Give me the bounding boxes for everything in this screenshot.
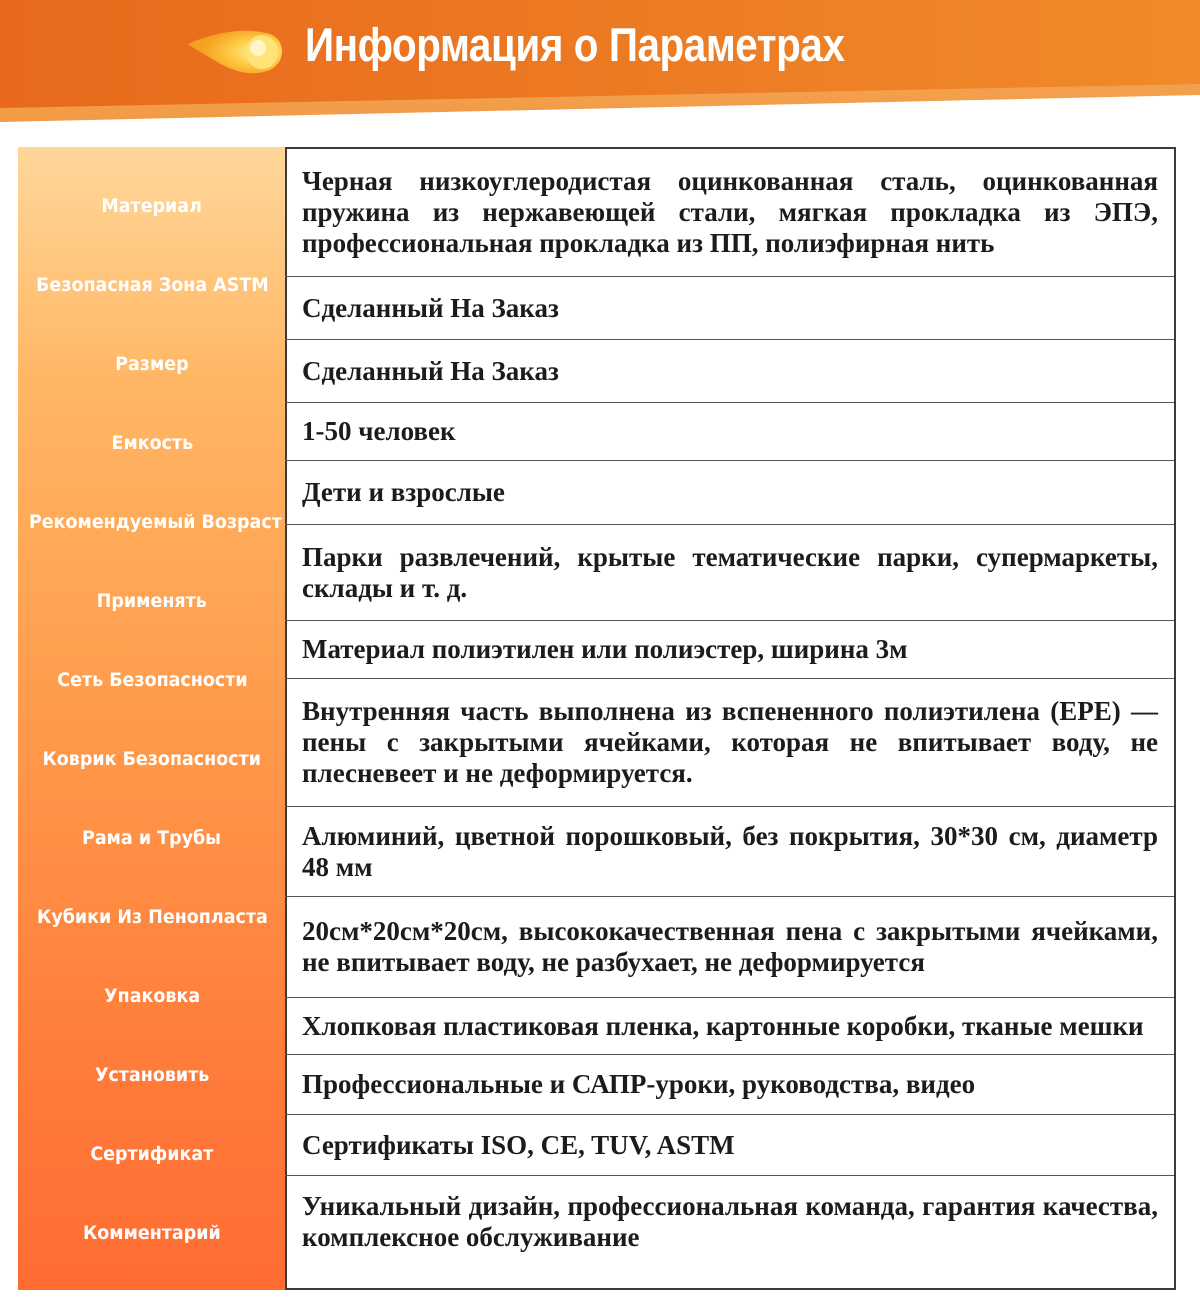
value-comment: Уникальный дизайн, профессиональная команда, гарантия качества, комплексное обслуживание	[302, 1191, 1158, 1252]
value-material: Черная низкоуглеродистая оцинкованная сталь, оцинкованная пружина из нержавеющей стали, мягкая прокладка из ЭПЭ, профессиональная прокладка из ПП, полиэфирная нить	[302, 166, 1158, 258]
value-row	[285, 403, 1174, 461]
value-certificate: Сертификаты ISO, CE, TUV, ASTM	[302, 1129, 735, 1160]
value-capacity: 1-50 человек	[302, 416, 456, 446]
value-packaging: Хлопковая пластиковая пленка, картонные коробки, тканые мешки	[302, 1010, 1144, 1041]
label-capacity: Емкость	[111, 432, 193, 454]
value-row	[285, 897, 1174, 998]
value-safety-zone: Сделанный На Заказ	[302, 292, 559, 323]
value-row	[285, 1176, 1174, 1290]
label-application: Применять	[96, 590, 208, 612]
value-row	[285, 340, 1174, 403]
header-banner	[0, 0, 1200, 122]
label-certificate: Сертификат	[90, 1143, 214, 1165]
value-safety-mat: Внутренняя часть выполнена из вспененного полиэтилена (EPE) — пены с закрытыми ячейками, которая не впитывает воду, не плесневеет и не деформируется.	[302, 696, 1158, 788]
value-row	[285, 461, 1174, 525]
value-row	[285, 807, 1174, 897]
label-age: Рекомендуемый Возраст	[28, 511, 282, 533]
value-row	[285, 149, 1174, 277]
label-safety-net: Сеть Безопасности	[56, 669, 248, 691]
value-frame-pipes: Алюминий, цветной порошковый, без покрытия, 30*30 см, диаметр 48 мм	[302, 820, 1158, 882]
label-install: Установить	[94, 1064, 210, 1086]
value-row	[285, 679, 1174, 807]
label-safety-zone: Безопасная Зона ASTM	[35, 274, 269, 296]
value-row	[285, 525, 1174, 621]
label-frame-pipes: Рама и Трубы	[82, 827, 222, 849]
value-row	[285, 621, 1174, 679]
value-size: Сделанный На Заказ	[302, 355, 559, 386]
label-foam-cubes: Кубики Из Пенопласта	[36, 906, 268, 928]
label-material: Материал	[101, 195, 203, 217]
value-foam-cubes: 20см*20см*20см, высококачественная пена с закрытыми ячейками, не впитывает воду, не разбухает, не деформируется	[302, 916, 1158, 977]
label-size: Размер	[115, 353, 189, 375]
page-title: Информация о Параметрах	[305, 18, 845, 71]
value-row	[285, 1055, 1174, 1115]
value-install: Профессиональные и САПР-уроки, руководства, видео	[302, 1069, 976, 1099]
label-packaging: Упаковка	[104, 985, 200, 1007]
label-column	[18, 147, 286, 1290]
value-row	[285, 1115, 1174, 1176]
value-row	[285, 277, 1174, 340]
value-application: Парки развлечений, крытые тематические парки, супермаркеты, склады и т. д.	[302, 541, 1158, 603]
value-safety-net: Материал полиэтилен или полиэстер, ширина 3м	[302, 634, 908, 664]
value-column	[285, 147, 1176, 1290]
value-age: Дети и взрослые	[302, 477, 505, 507]
label-safety-mat: Коврик Безопасности	[42, 748, 262, 770]
label-comment: Комментарий	[83, 1222, 221, 1244]
value-row	[285, 998, 1174, 1055]
